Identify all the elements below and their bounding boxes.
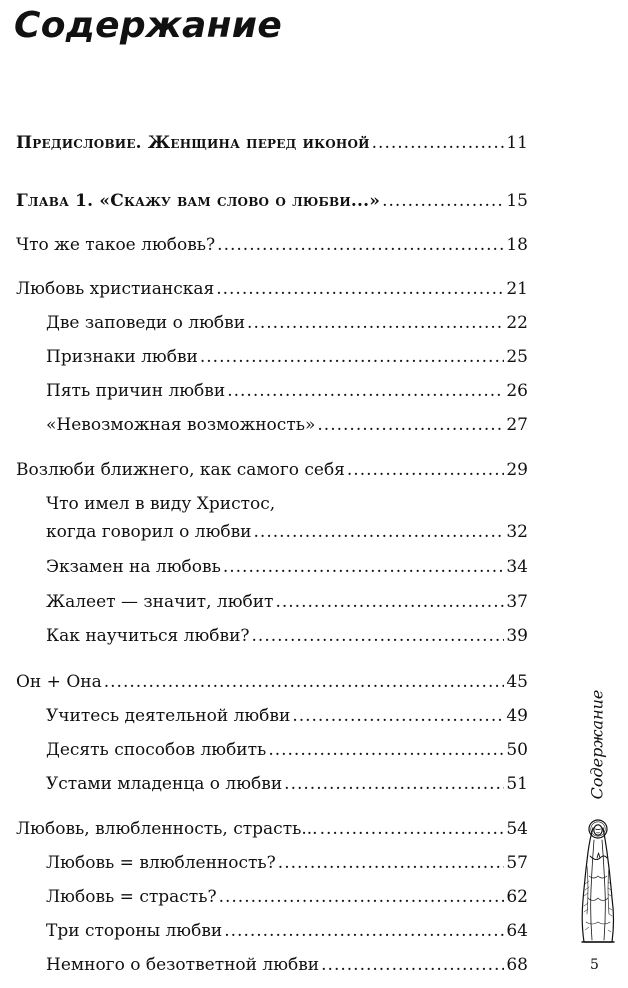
- toc-entry-title: когда говорил о любви: [46, 522, 252, 542]
- leader-dots: [219, 885, 505, 909]
- leader-dots: [227, 379, 504, 403]
- toc-subentry[interactable]: [46, 555, 528, 581]
- toc-entry-title: Как научиться любви?: [46, 626, 250, 646]
- toc-entry-title: «Невозможная возможность»: [46, 415, 316, 435]
- toc-entry[interactable]: [16, 458, 528, 484]
- toc-page-number: 29: [506, 460, 528, 480]
- toc-page-number: 49: [506, 706, 528, 726]
- toc-entry-chapter-1[interactable]: [16, 189, 528, 215]
- toc-page-number: 57: [506, 853, 528, 873]
- toc-subentry[interactable]: [46, 851, 528, 877]
- leader-dots: [104, 670, 505, 694]
- toc-page-number: 18: [506, 235, 528, 255]
- toc-entry[interactable]: [16, 277, 528, 303]
- leader-dots: [320, 817, 505, 841]
- page-title: Содержание: [14, 5, 283, 46]
- leader-dots: [254, 520, 505, 544]
- toc-subentry[interactable]: [46, 953, 528, 979]
- toc-subentry[interactable]: [46, 520, 528, 546]
- toc-entry-title: Устами младенца о любви: [46, 774, 283, 794]
- toc-entry-title: Немного о безответной любви: [46, 955, 320, 975]
- toc-entry[interactable]: [16, 233, 528, 259]
- toc-page-number: 64: [506, 921, 528, 941]
- toc-entry-title: Две заповеди о любви: [46, 313, 246, 333]
- toc-entry-title: Любовь, влюбленность, страсть...: [16, 819, 318, 839]
- toc-entry-title: Любовь = влюбленность?: [46, 853, 276, 873]
- toc-entry-title: Глава 1. «Скажу вам слово о любви...»: [16, 191, 381, 211]
- toc-page-number: 45: [506, 672, 528, 692]
- leader-dots: [223, 555, 505, 579]
- toc-subentry[interactable]: [46, 590, 528, 616]
- leader-dots: [216, 277, 504, 301]
- leader-dots: [200, 345, 504, 369]
- leader-dots: [321, 953, 504, 977]
- toc-page-number: 62: [506, 887, 528, 907]
- leader-dots: [317, 413, 504, 437]
- leader-dots: [252, 624, 505, 648]
- leader-dots: [217, 233, 504, 257]
- saint-illustration-icon: [576, 818, 620, 946]
- toc-entry-title: Что же такое любовь?: [16, 235, 216, 255]
- leader-dots: [247, 311, 504, 335]
- leader-dots: [268, 738, 504, 762]
- toc-page-number: 54: [506, 819, 528, 839]
- toc-entry-title: Экзамен на любовь: [46, 557, 221, 577]
- toc-page-number: 39: [506, 626, 528, 646]
- running-section-label: [585, 684, 609, 804]
- leader-dots: [382, 189, 504, 213]
- toc-page-number: 11: [506, 133, 528, 153]
- toc-subentry[interactable]: [46, 704, 528, 730]
- toc-page-number: 32: [506, 522, 528, 542]
- toc-subentry[interactable]: [46, 919, 528, 945]
- toc-page-number: 15: [506, 191, 528, 211]
- leader-dots: [292, 704, 504, 728]
- toc-entry-title: Учитесь деятельной любви: [46, 706, 291, 726]
- toc-entry-title: Любовь = страсть?: [46, 887, 217, 907]
- leader-dots: [347, 458, 504, 482]
- leader-dots: [278, 851, 505, 875]
- page-number: 5: [590, 957, 599, 973]
- toc-subentry[interactable]: [46, 311, 528, 337]
- toc-subentry-first-line[interactable]: Что имел в виду Христос,: [46, 494, 276, 514]
- toc-entry-title: Любовь христианская: [16, 279, 215, 299]
- toc-entry-preface[interactable]: [16, 131, 528, 157]
- toc-entry-title: Возлюби ближнего, как самого себя: [16, 460, 345, 480]
- toc-page-number: 26: [506, 381, 528, 401]
- toc-entry-title: Пять причин любви: [46, 381, 226, 401]
- toc-page-number: 37: [506, 592, 528, 612]
- toc-subentry[interactable]: [46, 379, 528, 405]
- toc-entry[interactable]: [16, 817, 528, 843]
- toc-subentry[interactable]: [46, 413, 528, 439]
- toc-page-number: 27: [506, 415, 528, 435]
- toc-page-number: 50: [506, 740, 528, 760]
- toc-subentry[interactable]: [46, 772, 528, 798]
- toc-page-number: 25: [506, 347, 528, 367]
- toc-entry-title: Предисловие. Женщина перед иконой: [16, 133, 370, 153]
- leader-dots: [284, 772, 504, 796]
- toc-entry-title: Жалеет — значит, любит: [46, 592, 274, 612]
- toc-entry-title: Признаки любви: [46, 347, 198, 367]
- toc-page-number: 21: [506, 279, 528, 299]
- toc-entry-title: Он + Она: [16, 672, 102, 692]
- toc-subentry[interactable]: [46, 624, 528, 650]
- leader-dots: [224, 919, 504, 943]
- toc-subentry[interactable]: [46, 885, 528, 911]
- running-section-text: Содержание: [587, 689, 607, 799]
- toc-page-number: 34: [506, 557, 528, 577]
- toc-subentry[interactable]: [46, 738, 528, 764]
- toc-entry[interactable]: [16, 670, 528, 696]
- toc-page-number: 51: [506, 774, 528, 794]
- toc-subentry[interactable]: [46, 345, 528, 371]
- leader-dots: [372, 131, 505, 155]
- toc-entry-title: Три стороны любви: [46, 921, 223, 941]
- leader-dots: [275, 590, 504, 614]
- toc-entry-title: Десять способов любить: [46, 740, 267, 760]
- toc-page-number: 22: [506, 313, 528, 333]
- toc-page-number: 68: [506, 955, 528, 975]
